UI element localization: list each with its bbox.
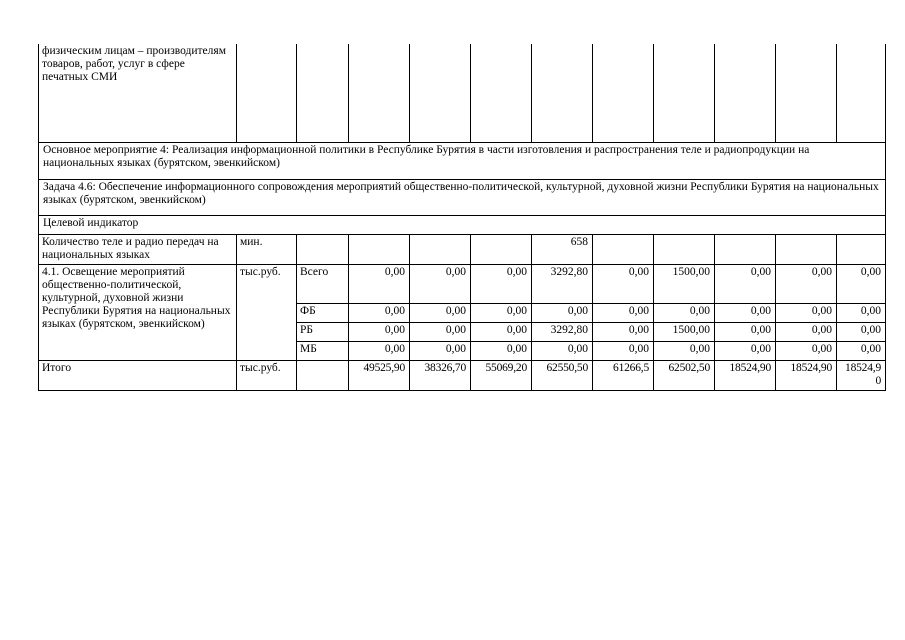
value-cell: 0,00 [715,341,776,360]
value-cell: 0,00 [532,341,593,360]
total-value: 38326,70 [410,360,471,390]
indicator-unit: мин. [237,234,297,264]
funding-source: ФБ [297,303,349,322]
value-cell [715,44,776,142]
indicator-row [39,234,886,264]
value-cell [593,44,654,142]
table-row [39,142,886,179]
total-value: 18524,90 [776,360,837,390]
value-cell: 0,00 [837,264,886,303]
value-cell [532,44,593,142]
total-value: 18524,90 [837,360,886,390]
main-activity-heading: Основное мероприятие 4: Реализация информационной политики в Республике Бурятия в части изготовления и распространения теле и радиопродукции на национальных языках (бурятском, эвенкийском) [39,142,886,179]
value-cell: 0,00 [349,322,410,341]
total-label: Итого [39,360,237,390]
value-cell: 0,00 [837,303,886,322]
value-cell: 0,00 [410,322,471,341]
target-indicator-heading: Целевой индикатор [39,215,886,234]
source-cell [297,44,349,142]
table-row [39,179,886,215]
value-cell [715,234,776,264]
table-row [39,44,886,142]
funding-source: Всего [297,264,349,303]
value-cell: 0,00 [715,322,776,341]
value-cell: 0,00 [776,264,837,303]
value-cell [349,44,410,142]
value-cell [471,234,532,264]
value-cell [471,44,532,142]
activity-name: 4.1. Освещение мероприятий общественно-политической, культурной, духовной жизни Республики Бурятия на национальных языках (бурятском, эвенкийском) [39,264,237,360]
budget-table [38,44,886,391]
value-cell: 0,00 [715,264,776,303]
value-cell [837,234,886,264]
value-cell: 0,00 [349,341,410,360]
value-cell: 0,00 [471,303,532,322]
funding-row-total [39,264,886,303]
task-heading: Задача 4.6: Обеспечение информационного сопровождения мероприятий общественно-политической, культурной, духовной жизни Республики Бурятия на национальных языках (бурятском, эвенкийском) [39,179,886,215]
value-cell: 3292,80 [532,322,593,341]
value-cell: 0,00 [471,322,532,341]
value-cell: 0,00 [593,322,654,341]
value-cell: 0,00 [776,303,837,322]
value-cell: 0,00 [410,264,471,303]
value-cell: 1500,00 [654,322,715,341]
value-cell [410,234,471,264]
value-cell: 0,00 [837,341,886,360]
value-cell: 0,00 [776,341,837,360]
total-value: 55069,20 [471,360,532,390]
value-cell: 0,00 [776,322,837,341]
total-value: 62550,50 [532,360,593,390]
total-value: 61266,5 [593,360,654,390]
value-cell [654,234,715,264]
value-cell [593,234,654,264]
total-value: 18524,90 [715,360,776,390]
value-cell [410,44,471,142]
value-cell: 0,00 [349,303,410,322]
activity-unit: тыс.руб. [237,264,297,360]
value-cell [776,234,837,264]
value-cell: 0,00 [410,341,471,360]
value-cell: 0,00 [532,303,593,322]
value-cell [349,234,410,264]
value-cell: 0,00 [593,264,654,303]
source-cell [297,234,349,264]
value-cell: 0,00 [410,303,471,322]
value-cell: 0,00 [654,341,715,360]
activity-name-fragment: физическим лицам – производителям товаров, работ, услуг в сфере печатных СМИ [39,44,237,142]
value-cell [654,44,715,142]
value-cell: 0,00 [654,303,715,322]
unit-cell [237,44,297,142]
value-cell: 0,00 [471,264,532,303]
indicator-name: Количество теле и радио передач на национальных языках [39,234,237,264]
value-cell: 0,00 [593,303,654,322]
total-value: 49525,90 [349,360,410,390]
total-value: 62502,50 [654,360,715,390]
table-row [39,215,886,234]
total-unit: тыс.руб. [237,360,297,390]
value-cell: 1500,00 [654,264,715,303]
value-cell: 0,00 [471,341,532,360]
funding-source: МБ [297,341,349,360]
indicator-value: 658 [532,234,593,264]
value-cell: 0,00 [837,322,886,341]
total-row [39,360,886,390]
value-cell: 0,00 [593,341,654,360]
value-cell [776,44,837,142]
value-cell: 0,00 [715,303,776,322]
funding-source: РБ [297,322,349,341]
value-cell: 3292,80 [532,264,593,303]
source-cell [297,360,349,390]
value-cell: 0,00 [349,264,410,303]
value-cell [837,44,886,142]
